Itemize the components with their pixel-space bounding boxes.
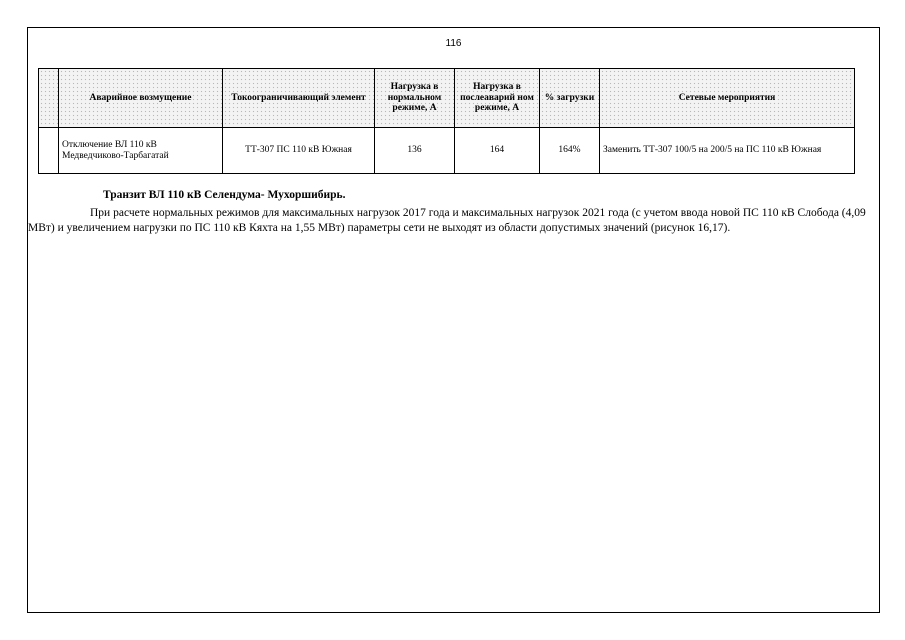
- cell-measures: Заменить ТТ-307 100/5 на 200/5 на ПС 110 кВ Южная: [600, 128, 855, 174]
- section-heading: Транзит ВЛ 110 кВ Селендума- Мухоршибирь.: [103, 189, 346, 201]
- cell-post-emergency-load: 164: [455, 128, 540, 174]
- table-header-row: [39, 69, 855, 128]
- page-number: 116: [445, 38, 462, 49]
- cell-load-percent: 164%: [540, 128, 600, 174]
- header-measures: Сетевые мероприятия: [600, 69, 855, 128]
- header-post-emergency-load: Нагрузка в послеаварий ном режиме, А: [455, 69, 540, 128]
- disturbance-line-1: Отключение ВЛ 110 кВ: [62, 139, 157, 150]
- disturbance-line-2: Медведчиково-Тарбагатай: [62, 150, 169, 161]
- cell-normal-load: 136: [375, 128, 455, 174]
- header-limiting-element: Токоограничивающий элемент: [223, 69, 375, 128]
- cell-marker: [39, 128, 59, 174]
- header-disturbance: Аварийное возмущение: [59, 69, 223, 128]
- table-row: [39, 128, 855, 174]
- header-load-percent: % загрузки: [540, 69, 600, 128]
- header-normal-load: Нагрузка в нормальном режиме, А: [375, 69, 455, 128]
- header-marker: [39, 69, 59, 128]
- cell-disturbance: [59, 128, 223, 174]
- cell-limiting-element: ТТ-307 ПС 110 кВ Южная: [223, 128, 375, 174]
- body-paragraph: При расчете нормальных режимов для максимальных нагрузок 2017 года и максимальных нагрузок 2021 года (с учетом ввода новой ПС 110 кВ Слобода (4,09 МВт) и увеличением нагрузки по ПС 110 кВ Кяхта на 1,55 МВт) параметры сети не выходят из области допустимых значений (рисунок 16,17).: [28, 207, 866, 234]
- document-page: [27, 27, 880, 613]
- contingency-table: [38, 68, 855, 174]
